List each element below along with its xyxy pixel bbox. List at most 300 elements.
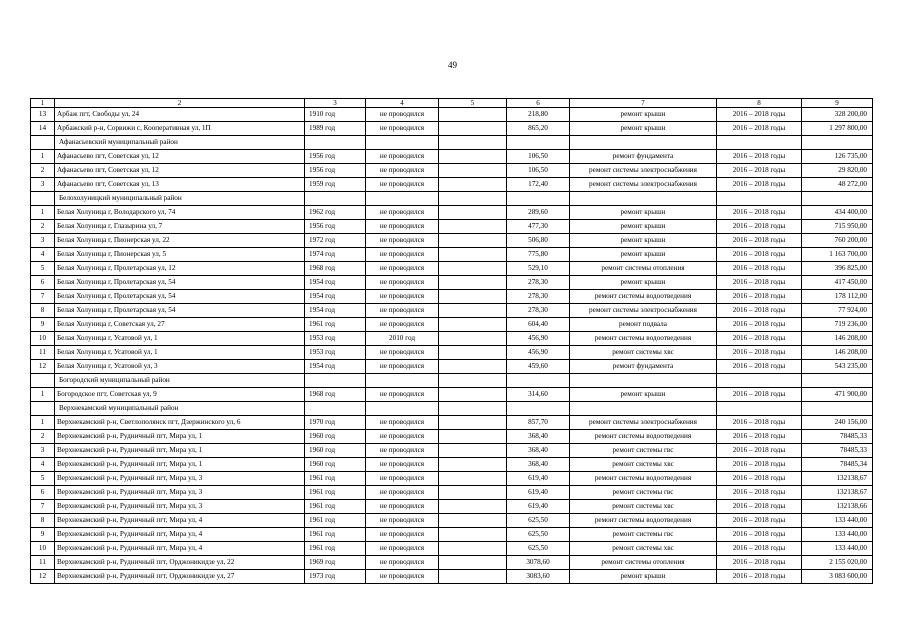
work-type-cell: ремонт системы гвс: [570, 486, 717, 500]
area-cell: 604,40: [507, 318, 570, 332]
row-number: 3: [31, 234, 55, 248]
last-repair-cell: не проводился: [366, 248, 439, 262]
address-cell: Арбаж пгт, Свободы ул, 24: [55, 108, 305, 122]
address-cell: Белая Холуница г, Пролетарская ул, 54: [55, 304, 305, 318]
cost-cell: 77 924,00: [802, 304, 873, 318]
row-number: 5: [31, 262, 55, 276]
column-number-cell: 8: [717, 99, 802, 108]
period-cell: 2016 – 2018 годы: [717, 234, 802, 248]
column-number-cell: 6: [507, 99, 570, 108]
last-repair-cell: не проводился: [366, 318, 439, 332]
work-type-cell: ремонт крыши: [570, 276, 717, 290]
work-type-cell: ремонт системы водоотведения: [570, 290, 717, 304]
empty-cell: [439, 206, 507, 220]
empty-cell: [439, 360, 507, 374]
row-number: 11: [31, 556, 55, 570]
address-cell: Белая Холуница г, Пролетарская ул, 54: [55, 276, 305, 290]
last-repair-cell: не проводился: [366, 122, 439, 136]
table-row: [31, 108, 873, 122]
table-row: [31, 220, 873, 234]
address-cell: Белая Холуница г, Володарского ул, 74: [55, 206, 305, 220]
area-cell: 619,40: [507, 472, 570, 486]
area-cell: 865,20: [507, 122, 570, 136]
address-cell: Верхнекамский р-н, Рудничный пгт, Мира ул, 4: [55, 542, 305, 556]
build-year-cell: 1973 год: [305, 570, 366, 584]
empty-cell: [439, 528, 507, 542]
table-row: [31, 360, 873, 374]
table-row: [31, 486, 873, 500]
build-year-cell: 1968 год: [305, 262, 366, 276]
build-year-cell: 1960 год: [305, 458, 366, 472]
table-row: [31, 318, 873, 332]
build-year-cell: 1974 год: [305, 248, 366, 262]
empty-cell: [439, 430, 507, 444]
table-row: [31, 514, 873, 528]
area-cell: 625,50: [507, 514, 570, 528]
row-number: 1: [31, 150, 55, 164]
column-number-cell: 2: [55, 99, 305, 108]
table-row: [31, 388, 873, 402]
cost-cell: 396 825,00: [802, 262, 873, 276]
work-type-cell: ремонт системы хвс: [570, 458, 717, 472]
last-repair-cell: не проводился: [366, 430, 439, 444]
last-repair-cell: не проводился: [366, 570, 439, 584]
work-type-cell: ремонт системы водоотведения: [570, 514, 717, 528]
area-cell: 278,30: [507, 290, 570, 304]
period-cell: 2016 – 2018 годы: [717, 458, 802, 472]
last-repair-cell: не проводился: [366, 486, 439, 500]
address-cell: Верхнекамский р-н, Рудничный пгт, Мира ул, 3: [55, 486, 305, 500]
empty-cell: [305, 402, 366, 416]
area-cell: 368,40: [507, 444, 570, 458]
area-cell: 278,30: [507, 276, 570, 290]
work-type-cell: ремонт системы водоотведения: [570, 472, 717, 486]
period-cell: 2016 – 2018 годы: [717, 570, 802, 584]
row-number: 3: [31, 178, 55, 192]
address-cell: Белая Холуница г, Усатовой ул, 3: [55, 360, 305, 374]
row-number: 4: [31, 248, 55, 262]
empty-cell: [439, 304, 507, 318]
cost-cell: 132138,67: [802, 486, 873, 500]
table-row: [31, 332, 873, 346]
address-cell: Афанасьево пгт, Советская ул, 13: [55, 178, 305, 192]
build-year-cell: 1961 год: [305, 472, 366, 486]
last-repair-cell: не проводился: [366, 262, 439, 276]
last-repair-cell: не проводился: [366, 514, 439, 528]
table-row: [31, 556, 873, 570]
empty-cell: [439, 556, 507, 570]
area-cell: 506,80: [507, 234, 570, 248]
work-type-cell: ремонт крыши: [570, 206, 717, 220]
table-row: [31, 276, 873, 290]
empty-cell: [507, 136, 570, 150]
empty-cell: [31, 192, 55, 206]
cost-cell: 3 083 600,00: [802, 570, 873, 584]
empty-cell: [439, 500, 507, 514]
table-row: [31, 430, 873, 444]
period-cell: 2016 – 2018 годы: [717, 500, 802, 514]
work-type-cell: ремонт крыши: [570, 248, 717, 262]
area-cell: 278,30: [507, 304, 570, 318]
period-cell: 2016 – 2018 годы: [717, 262, 802, 276]
area-cell: 106,50: [507, 150, 570, 164]
area-cell: 459,60: [507, 360, 570, 374]
build-year-cell: 1972 год: [305, 234, 366, 248]
period-cell: 2016 – 2018 годы: [717, 556, 802, 570]
table-row: [31, 570, 873, 584]
last-repair-cell: не проводился: [366, 500, 439, 514]
empty-cell: [439, 220, 507, 234]
work-type-cell: ремонт фундамента: [570, 360, 717, 374]
table-row: [31, 500, 873, 514]
area-cell: 3083,60: [507, 570, 570, 584]
cost-cell: 760 200,00: [802, 234, 873, 248]
last-repair-cell: не проводился: [366, 108, 439, 122]
empty-cell: [31, 374, 55, 388]
column-number-cell: 5: [439, 99, 507, 108]
empty-cell: [439, 486, 507, 500]
empty-cell: [305, 136, 366, 150]
period-cell: 2016 – 2018 годы: [717, 150, 802, 164]
build-year-cell: 1953 год: [305, 332, 366, 346]
build-year-cell: 1970 год: [305, 416, 366, 430]
area-cell: 857,70: [507, 416, 570, 430]
area-cell: 625,50: [507, 542, 570, 556]
build-year-cell: 1961 год: [305, 528, 366, 542]
address-cell: Арбажский р-н, Сорвижи с, Кооперативная ул, 1П: [55, 122, 305, 136]
period-cell: 2016 – 2018 годы: [717, 388, 802, 402]
section-title: Афанасьевский муниципальный район: [55, 136, 305, 150]
empty-cell: [570, 136, 717, 150]
row-number: 6: [31, 486, 55, 500]
last-repair-cell: не проводился: [366, 178, 439, 192]
empty-cell: [366, 136, 439, 150]
work-type-cell: ремонт системы электроснабжения: [570, 304, 717, 318]
last-repair-cell: не проводился: [366, 360, 439, 374]
section-row: [31, 374, 873, 388]
empty-cell: [507, 374, 570, 388]
last-repair-cell: не проводился: [366, 444, 439, 458]
area-cell: 218,80: [507, 108, 570, 122]
section-title: Верхнекамский муниципальный район: [55, 402, 305, 416]
build-year-cell: 1910 год: [305, 108, 366, 122]
address-cell: Белая Холуница г, Усатовой ул, 1: [55, 332, 305, 346]
empty-cell: [439, 164, 507, 178]
row-number: 2: [31, 220, 55, 234]
empty-cell: [439, 458, 507, 472]
row-number: 9: [31, 318, 55, 332]
section-title: Богородский муниципальный район: [55, 374, 305, 388]
build-year-cell: 1961 год: [305, 514, 366, 528]
empty-cell: [717, 192, 802, 206]
cost-cell: 133 440,00: [802, 542, 873, 556]
address-cell: Белая Холуница г, Пролетарская ул, 12: [55, 262, 305, 276]
page-number: 49: [448, 60, 457, 70]
empty-cell: [366, 374, 439, 388]
column-number-row: [31, 99, 873, 108]
cost-cell: 240 156,00: [802, 416, 873, 430]
build-year-cell: 1954 год: [305, 290, 366, 304]
period-cell: 2016 – 2018 годы: [717, 486, 802, 500]
row-number: 4: [31, 458, 55, 472]
row-number: 1: [31, 388, 55, 402]
cost-cell: 133 440,00: [802, 514, 873, 528]
work-type-cell: ремонт системы хвс: [570, 542, 717, 556]
area-cell: 619,40: [507, 486, 570, 500]
address-cell: Верхнекамский р-н, Рудничный пгт, Мира ул, 1: [55, 430, 305, 444]
address-cell: Верхнекамский р-н, Светлополянск пгт, Дзержинского ул, 6: [55, 416, 305, 430]
work-type-cell: ремонт системы электроснабжения: [570, 164, 717, 178]
column-number-cell: 4: [366, 99, 439, 108]
empty-cell: [439, 570, 507, 584]
empty-cell: [439, 178, 507, 192]
empty-cell: [439, 290, 507, 304]
address-cell: Верхнекамский р-н, Рудничный пгт, Мира ул, 4: [55, 514, 305, 528]
empty-cell: [802, 374, 873, 388]
period-cell: 2016 – 2018 годы: [717, 346, 802, 360]
period-cell: 2016 – 2018 годы: [717, 304, 802, 318]
section-row: [31, 136, 873, 150]
empty-cell: [439, 402, 507, 416]
empty-cell: [439, 262, 507, 276]
row-number: 12: [31, 360, 55, 374]
cost-cell: 178 112,00: [802, 290, 873, 304]
last-repair-cell: не проводился: [366, 556, 439, 570]
empty-cell: [439, 444, 507, 458]
column-number-cell: 1: [31, 99, 55, 108]
column-number-cell: 9: [802, 99, 873, 108]
work-type-cell: ремонт системы хвс: [570, 500, 717, 514]
row-number: 9: [31, 528, 55, 542]
build-year-cell: 1956 год: [305, 150, 366, 164]
table-row: [31, 416, 873, 430]
build-year-cell: 1961 год: [305, 500, 366, 514]
address-cell: Афанасьево пгт, Советская ул, 12: [55, 150, 305, 164]
empty-cell: [507, 402, 570, 416]
area-cell: 289,60: [507, 206, 570, 220]
cost-cell: 715 950,00: [802, 220, 873, 234]
empty-cell: [439, 192, 507, 206]
address-cell: Верхнекамский р-н, Рудничный пгт, Мира ул, 1: [55, 444, 305, 458]
empty-cell: [439, 108, 507, 122]
empty-cell: [507, 192, 570, 206]
cost-cell: 133 440,00: [802, 528, 873, 542]
work-type-cell: ремонт системы водоотведения: [570, 332, 717, 346]
table-row: [31, 444, 873, 458]
work-type-cell: ремонт системы электроснабжения: [570, 416, 717, 430]
empty-cell: [570, 192, 717, 206]
area-cell: 368,40: [507, 458, 570, 472]
cost-cell: 417 450,00: [802, 276, 873, 290]
empty-cell: [439, 248, 507, 262]
address-cell: Верхнекамский р-н, Рудничный пгт, Орджоникидзе ул, 22: [55, 556, 305, 570]
table-row: [31, 150, 873, 164]
empty-cell: [305, 374, 366, 388]
last-repair-cell: не проводился: [366, 276, 439, 290]
empty-cell: [439, 416, 507, 430]
build-year-cell: 1960 год: [305, 444, 366, 458]
cost-cell: 1 297 800,00: [802, 122, 873, 136]
period-cell: 2016 – 2018 годы: [717, 290, 802, 304]
cost-cell: 2 155 020,00: [802, 556, 873, 570]
empty-cell: [802, 402, 873, 416]
period-cell: 2016 – 2018 годы: [717, 444, 802, 458]
empty-cell: [439, 332, 507, 346]
work-type-cell: ремонт крыши: [570, 570, 717, 584]
build-year-cell: 1961 год: [305, 542, 366, 556]
area-cell: 106,50: [507, 164, 570, 178]
build-year-cell: 1954 год: [305, 276, 366, 290]
build-year-cell: 1960 год: [305, 430, 366, 444]
empty-cell: [717, 374, 802, 388]
build-year-cell: 1954 год: [305, 304, 366, 318]
empty-cell: [439, 514, 507, 528]
build-year-cell: 1962 год: [305, 206, 366, 220]
area-cell: 619,40: [507, 500, 570, 514]
period-cell: 2016 – 2018 годы: [717, 248, 802, 262]
work-type-cell: ремонт крыши: [570, 108, 717, 122]
last-repair-cell: не проводился: [366, 290, 439, 304]
period-cell: 2016 – 2018 годы: [717, 108, 802, 122]
area-cell: 3078,60: [507, 556, 570, 570]
empty-cell: [366, 402, 439, 416]
work-type-cell: ремонт крыши: [570, 388, 717, 402]
build-year-cell: 1961 год: [305, 486, 366, 500]
empty-cell: [439, 136, 507, 150]
address-cell: Верхнекамский р-н, Рудничный пгт, Мира ул, 3: [55, 472, 305, 486]
row-number: 8: [31, 304, 55, 318]
empty-cell: [802, 192, 873, 206]
address-cell: Верхнекамский р-н, Рудничный пгт, Мира ул, 1: [55, 458, 305, 472]
repair-program-table: [30, 98, 873, 584]
address-cell: Белая Холуница г, Усатовой ул, 1: [55, 346, 305, 360]
build-year-cell: 1961 год: [305, 318, 366, 332]
section-title: Белохолуницкий муниципальный район: [55, 192, 305, 206]
last-repair-cell: не проводился: [366, 388, 439, 402]
cost-cell: 78485,33: [802, 444, 873, 458]
cost-cell: 1 163 700,00: [802, 248, 873, 262]
last-repair-cell: не проводился: [366, 472, 439, 486]
area-cell: 625,50: [507, 528, 570, 542]
table-row: [31, 206, 873, 220]
last-repair-cell: не проводился: [366, 234, 439, 248]
work-type-cell: ремонт системы отопления: [570, 556, 717, 570]
period-cell: 2016 – 2018 годы: [717, 528, 802, 542]
table-row: [31, 262, 873, 276]
cost-cell: 48 272,00: [802, 178, 873, 192]
last-repair-cell: не проводился: [366, 206, 439, 220]
cost-cell: 719 236,00: [802, 318, 873, 332]
row-number: 3: [31, 444, 55, 458]
period-cell: 2016 – 2018 годы: [717, 360, 802, 374]
empty-cell: [439, 150, 507, 164]
empty-cell: [31, 402, 55, 416]
last-repair-cell: не проводился: [366, 528, 439, 542]
cost-cell: 126 735,00: [802, 150, 873, 164]
empty-cell: [717, 402, 802, 416]
empty-cell: [717, 136, 802, 150]
row-number: 5: [31, 472, 55, 486]
empty-cell: [31, 136, 55, 150]
cost-cell: 29 820,00: [802, 164, 873, 178]
empty-cell: [366, 192, 439, 206]
cost-cell: 146 208,00: [802, 346, 873, 360]
period-cell: 2016 – 2018 годы: [717, 472, 802, 486]
empty-cell: [802, 136, 873, 150]
row-number: 1: [31, 206, 55, 220]
work-type-cell: ремонт системы отопления: [570, 262, 717, 276]
row-number: 6: [31, 276, 55, 290]
cost-cell: 471 900,00: [802, 388, 873, 402]
period-cell: 2016 – 2018 годы: [717, 220, 802, 234]
cost-cell: 146 208,00: [802, 332, 873, 346]
work-type-cell: ремонт крыши: [570, 220, 717, 234]
last-repair-cell: не проводился: [366, 164, 439, 178]
build-year-cell: 1989 год: [305, 122, 366, 136]
empty-cell: [570, 374, 717, 388]
work-type-cell: ремонт крыши: [570, 122, 717, 136]
address-cell: Верхнекамский р-н, Рудничный пгт, Мира ул, 4: [55, 528, 305, 542]
work-type-cell: ремонт системы гвс: [570, 444, 717, 458]
empty-cell: [439, 234, 507, 248]
period-cell: 2016 – 2018 годы: [717, 416, 802, 430]
period-cell: 2016 – 2018 годы: [717, 122, 802, 136]
row-number: 14: [31, 122, 55, 136]
build-year-cell: 1953 год: [305, 346, 366, 360]
period-cell: 2016 – 2018 годы: [717, 206, 802, 220]
row-number: 13: [31, 108, 55, 122]
area-cell: 172,40: [507, 178, 570, 192]
area-cell: 456,90: [507, 346, 570, 360]
period-cell: 2016 – 2018 годы: [717, 542, 802, 556]
area-cell: 368,40: [507, 430, 570, 444]
address-cell: Афанасьево пгт, Советская ул, 12: [55, 164, 305, 178]
period-cell: 2016 – 2018 годы: [717, 430, 802, 444]
cost-cell: 132138,67: [802, 472, 873, 486]
empty-cell: [305, 192, 366, 206]
work-type-cell: ремонт системы гвс: [570, 528, 717, 542]
work-type-cell: ремонт системы водоотведения: [570, 430, 717, 444]
column-number-cell: 3: [305, 99, 366, 108]
row-number: 12: [31, 570, 55, 584]
empty-cell: [439, 542, 507, 556]
area-cell: 775,80: [507, 248, 570, 262]
last-repair-cell: не проводился: [366, 346, 439, 360]
address-cell: Белая Холуница г, Пионерская ул, 5: [55, 248, 305, 262]
last-repair-cell: не проводился: [366, 542, 439, 556]
table-row: [31, 178, 873, 192]
empty-cell: [439, 318, 507, 332]
row-number: 10: [31, 542, 55, 556]
table-row: [31, 122, 873, 136]
table-row: [31, 346, 873, 360]
row-number: 10: [31, 332, 55, 346]
address-cell: Белая Холуница г, Советская ул, 27: [55, 318, 305, 332]
period-cell: 2016 – 2018 годы: [717, 514, 802, 528]
work-type-cell: ремонт фундамента: [570, 150, 717, 164]
row-number: 2: [31, 164, 55, 178]
area-cell: 477,30: [507, 220, 570, 234]
row-number: 7: [31, 290, 55, 304]
empty-cell: [439, 122, 507, 136]
table-row: [31, 472, 873, 486]
period-cell: 2016 – 2018 годы: [717, 332, 802, 346]
table-row: [31, 528, 873, 542]
last-repair-cell: не проводился: [366, 304, 439, 318]
area-cell: 529,10: [507, 262, 570, 276]
table-row: [31, 164, 873, 178]
area-cell: 314,60: [507, 388, 570, 402]
